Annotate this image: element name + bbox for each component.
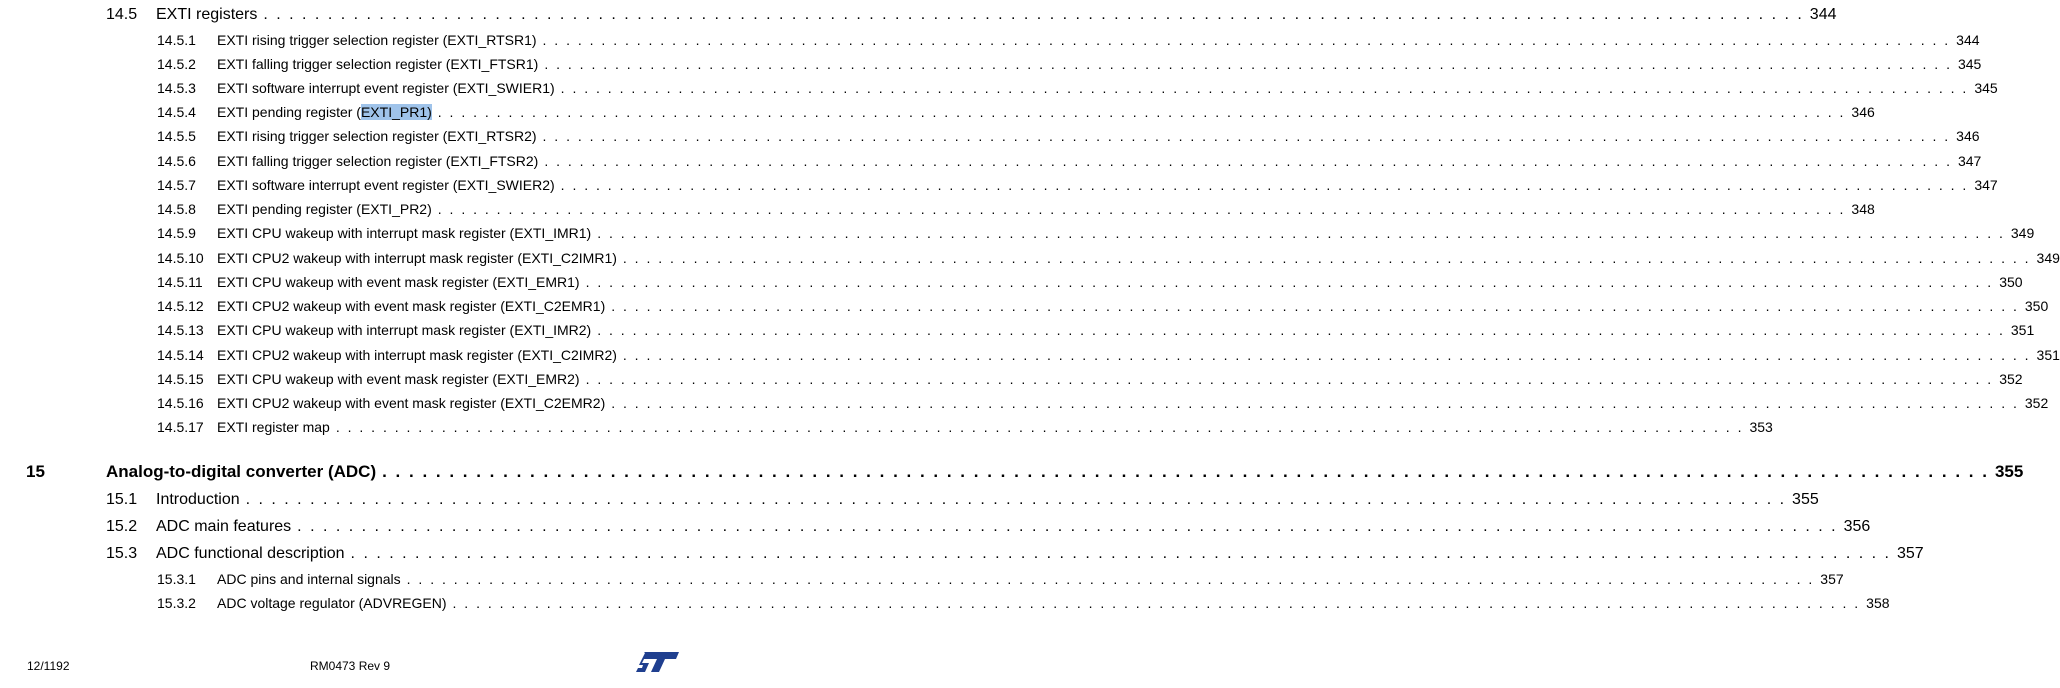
toc-entry-title: ADC pins and internal signals — [217, 571, 401, 587]
toc-entry-title: Introduction — [156, 491, 240, 508]
toc-entry-number: 15.3 — [106, 545, 138, 562]
toc-entry-page: 357 — [1820, 571, 1844, 587]
toc-entry-number: 15.3.1 — [157, 571, 196, 587]
dot-leader: . . . . . . . . . . . . . . . . . . . . . . . . . . . . . . . . . . . . . . . . . . . . . . . . . . . . . . . . . . . . . . . . . . . . . . . . . . . . . . . . . . . . . . . . . . . . . . . . . . . . . . . . . . . . . . . . . . . . . . . . — [452, 595, 1861, 611]
toc-entry[interactable] — [0, 518, 1871, 545]
toc-entry-title: ADC main features — [156, 518, 292, 535]
toc-entry-number: 14.5.15 — [157, 371, 204, 387]
dot-leader: . . . . . . . . . . . . . . . . . . . . . . . . . . . . . . . . . . . . . . . . . . . . . . . . . . . . . . . . . . . . . . . . . . . . . . . . . . . . . . . . . . . . . . . . . . . . . . . . . . . . . . . . . . . . . . . . . . . . . . . . — [544, 153, 1952, 169]
toc-entry-title: EXTI CPU wakeup with event mask register (EXTI_EMR2) — [217, 371, 580, 387]
toc-entry-page: 357 — [1896, 545, 1924, 562]
toc-entry-page: 351 — [2036, 347, 2060, 363]
toc-entry[interactable] — [0, 80, 1998, 104]
dot-leader: . . . . . . . . . . . . . . . . . . . . . . . . . . . . . . . . . . . . . . . . . . . . . . . . . . . . . . . . . . . . . . . . . . . . . . . . . . . . . . . . . . . . . . . . . . . . . . . . . . . . . . . . . . . . . . . . . . . . . . . . — [406, 571, 1815, 587]
toc-entry-page: 350 — [2024, 298, 2049, 314]
dot-leader: . . . . . . . . . . . . . . . . . . . . . . . . . . . . . . . . . . . . . . . . . . . . . . . . . . . . . . . . . . . . . . . . . . . . . . . . . . . . . . . . . . . . . . . . . . . . . . . . . . . . . . . . . . . . . . . . . . . . . . . . — [437, 201, 1846, 217]
toc-entry-number: 14.5.13 — [157, 322, 204, 338]
toc-entry-page: 352 — [2024, 395, 2049, 411]
toc-entry-page: 355 — [1994, 462, 2024, 481]
dot-leader: . . . . . . . . . . . . . . . . . . . . . . . . . . . . . . . . . . . . . . . . . . . . . . . . . . . . . . . . . . . . . . . . . . . . . . . . . . . . . . . . . . . . . . . . . . . . . . . . . . . . . . . . . . . . . . . . . . . . . . . . — [611, 395, 2019, 411]
dot-leader: . . . . . . . . . . . . . . . . . . . . . . . . . . . . . . . . . . . . . . . . . . . . . . . . . . . . . . . . . . . . . . . . . . . . . . . . . . . . . . . . . . . . . . . . . . . . . . . . . . . . . . . . . . . . . . . . . . . . . . . . — [544, 56, 1952, 72]
st-logo-icon — [636, 651, 680, 673]
toc-entry-number: 15.2 — [106, 518, 138, 535]
toc-entry-number: 14.5.8 — [157, 201, 196, 217]
toc-entry[interactable] — [0, 128, 1980, 152]
toc-entry[interactable] — [0, 6, 1837, 33]
toc-entry-page: 355 — [1792, 491, 1819, 508]
toc-entry[interactable] — [0, 201, 1875, 225]
toc-entry[interactable] — [0, 347, 2060, 371]
dot-leader: . . . . . . . . . . . . . . . . . . . . . . . . . . . . . . . . . . . . . . . . . . . . . . . . . . . . . . . . . . . . . . . . . . . . . . . . . . . . . . . . . . . . . . . . . . . . . . . . . . . . . . . . . . . . . . . . . . . . . . . . — [585, 371, 1994, 387]
toc-entry-title: EXTI software interrupt event register (EXTI_SWIER2) — [217, 177, 555, 193]
dot-leader: . . . . . . . . . . . . . . . . . . . . . . . . . . . . . . . . . . . . . . . . . . . . . . . . . . . . . . . . . . . . . . . . . . . . . . . . . . . . . . . . . . . . . . . . . . . . . . . . . . . . . . . . . . . . . . . . . . . . . . . . — [622, 250, 2031, 266]
toc-entry[interactable] — [0, 395, 2049, 419]
toc-entry[interactable] — [0, 298, 2049, 322]
toc-entry[interactable] — [0, 104, 1875, 128]
toc-entry-page: 353 — [1749, 419, 1773, 435]
toc-entry-title: EXTI rising trigger selection register (EXTI_RTSR1) — [217, 32, 537, 48]
toc-entry-page: 349 — [2010, 225, 2035, 241]
dot-leader: . . . . . . . . . . . . . . . . . . . . . . . . . . . . . . . . . . . . . . . . . . . . . . . . . . . . . . . . . . . . . . . . . . . . . . . . . . . . . . . . . . . . . . . . . . . . . . . . . . . . . . . . . . . . . . . . . . . . . . . . — [382, 462, 1989, 481]
dot-leader: . . . . . . . . . . . . . . . . . . . . . . . . . . . . . . . . . . . . . . . . . . . . . . . . . . . . . . . . . . . . . . . . . . . . . . . . . . . . . . . . . . . . . . . . . . . . . . . . . . . . . . . . . . . . . . . . . . . . . . . . — [622, 347, 2031, 363]
toc-entry[interactable] — [0, 462, 2024, 489]
toc-entry-page: 346 — [1956, 128, 1980, 144]
toc-entry-title-text: EXTI pending register ( — [217, 104, 361, 120]
toc-entry-number: 14.5.3 — [157, 80, 196, 96]
dot-leader: . . . . . . . . . . . . . . . . . . . . . . . . . . . . . . . . . . . . . . . . . . . . . . . . . . . . . . . . . . . . . . . . . . . . . . . . . . . . . . . . . . . . . . . . . . . . . . . . . . . . . . . . . . . . . . . . . . . . . . . . — [263, 6, 1804, 23]
toc-entry-number: 14.5.16 — [157, 395, 204, 411]
toc-entry-title: EXTI CPU2 wakeup with event mask register (EXTI_C2EMR1) — [217, 298, 606, 314]
toc-entry-number: 14.5 — [106, 6, 138, 23]
toc-entry-title — [217, 104, 432, 120]
dot-leader: . . . . . . . . . . . . . . . . . . . . . . . . . . . . . . . . . . . . . . . . . . . . . . . . . . . . . . . . . . . . . . . . . . . . . . . . . . . . . . . . . . . . . . . . . . . . . . . . . . . . . . . . . . . . . . . . . . . . . . . . — [597, 225, 2005, 241]
toc-entry-page: 351 — [2010, 322, 2035, 338]
toc-entry-number: 14.5.17 — [157, 419, 204, 435]
toc-entry-title: EXTI CPU wakeup with interrupt mask register (EXTI_IMR1) — [217, 225, 592, 241]
toc-entry-page: 350 — [1999, 274, 2023, 290]
toc-entry-page: 348 — [1851, 201, 1875, 217]
toc-entry-number: 14.5.14 — [157, 347, 204, 363]
dot-leader: . . . . . . . . . . . . . . . . . . . . . . . . . . . . . . . . . . . . . . . . . . . . . . . . . . . . . . . . . . . . . . . . . . . . . . . . . . . . . . . . . . . . . . . . . . . . . . . . . . . . . . . . . . . . . . . . . . . . . . . . — [542, 32, 1951, 48]
toc-entry-title: ADC voltage regulator (ADVREGEN) — [217, 595, 447, 611]
toc-entry-title: EXTI CPU2 wakeup with interrupt mask register (EXTI_C2IMR1) — [217, 250, 617, 266]
toc-entry-number: 14.5.1 — [157, 32, 196, 48]
toc-entry[interactable] — [0, 545, 1924, 572]
toc-entry-number: 14.5.4 — [157, 104, 196, 120]
toc-entry-number: 14.5.7 — [157, 177, 196, 193]
toc-entry-page: 356 — [1843, 518, 1871, 535]
toc-entry[interactable] — [0, 322, 2035, 346]
toc-entry[interactable] — [0, 250, 2060, 274]
toc-entry-title: ADC functional description — [156, 545, 345, 562]
toc-entry[interactable] — [0, 225, 2035, 249]
dot-leader: . . . . . . . . . . . . . . . . . . . . . . . . . . . . . . . . . . . . . . . . . . . . . . . . . . . . . . . . . . . . . . . . . . . . . . . . . . . . . . . . . . . . . . . . . . . . . . . . . . . . . . . . . . . . . . . . . . . . . . . . — [245, 491, 1787, 508]
toc-entry-number: 15.3.2 — [157, 595, 196, 611]
toc-entry-page: 344 — [1956, 32, 1980, 48]
toc-entry-page: 347 — [1957, 153, 1982, 169]
toc-entry-title: EXTI CPU2 wakeup with event mask register (EXTI_C2EMR2) — [217, 395, 606, 411]
toc-entry-title: EXTI pending register (EXTI_PR2) — [217, 201, 432, 217]
toc-entry-title: EXTI CPU wakeup with event mask register (EXTI_EMR1) — [217, 274, 580, 290]
toc-entry-title: EXTI software interrupt event register (EXTI_SWIER1) — [217, 80, 555, 96]
toc-entry-number: 14.5.12 — [157, 298, 204, 314]
toc-entry[interactable] — [0, 56, 1982, 80]
toc-entry[interactable] — [0, 571, 1844, 595]
toc-entry-page: 345 — [1957, 56, 1982, 72]
toc-entry-title: EXTI CPU2 wakeup with interrupt mask register (EXTI_C2IMR2) — [217, 347, 617, 363]
toc-entry-number: 14.5.5 — [157, 128, 196, 144]
toc-entry-page: 352 — [1999, 371, 2023, 387]
toc-entry-title: EXTI CPU wakeup with interrupt mask register (EXTI_IMR2) — [217, 322, 592, 338]
toc-entry[interactable] — [0, 274, 2023, 298]
toc-entry-title: EXTI falling trigger selection register (EXTI_FTSR2) — [217, 153, 539, 169]
toc-entry-number: 14.5.2 — [157, 56, 196, 72]
selected-text-highlight[interactable]: EXTI_PR1) — [360, 104, 432, 120]
footer-doc-reference: RM0473 Rev 9 — [310, 659, 391, 673]
toc-entry[interactable] — [0, 153, 1982, 177]
toc-entry-number: 14.5.9 — [157, 225, 196, 241]
dot-leader: . . . . . . . . . . . . . . . . . . . . . . . . . . . . . . . . . . . . . . . . . . . . . . . . . . . . . . . . . . . . . . . . . . . . . . . . . . . . . . . . . . . . . . . . . . . . . . . . . . . . . . . . . . . . . . . . . . . . . . . . — [297, 518, 1838, 535]
toc-entry-title: EXTI registers — [156, 6, 258, 23]
toc-entry-page: 358 — [1866, 595, 1890, 611]
toc-entry-title: EXTI falling trigger selection register (EXTI_FTSR1) — [217, 56, 539, 72]
toc-entry-page: 345 — [1974, 80, 1998, 96]
toc-entry-page: 349 — [2036, 250, 2060, 266]
toc-entry-page: 344 — [1809, 6, 1837, 23]
footer-page-count: 12/1192 — [27, 659, 70, 673]
toc-entry-title: EXTI register map — [217, 419, 330, 435]
toc-entry-title: Analog-to-digital converter (ADC) — [106, 462, 377, 481]
dot-leader: . . . . . . . . . . . . . . . . . . . . . . . . . . . . . . . . . . . . . . . . . . . . . . . . . . . . . . . . . . . . . . . . . . . . . . . . . . . . . . . . . . . . . . . . . . . . . . . . . . . . . . . . . . . . . . . . . . . . . . . . — [335, 419, 1744, 435]
toc-entry-page: 346 — [1851, 104, 1875, 120]
dot-leader: . . . . . . . . . . . . . . . . . . . . . . . . . . . . . . . . . . . . . . . . . . . . . . . . . . . . . . . . . . . . . . . . . . . . . . . . . . . . . . . . . . . . . . . . . . . . . . . . . . . . . . . . . . . . . . . . . . . . . . . . — [350, 545, 1891, 562]
toc-entry-number: 14.5.10 — [157, 250, 204, 266]
dot-leader: . . . . . . . . . . . . . . . . . . . . . . . . . . . . . . . . . . . . . . . . . . . . . . . . . . . . . . . . . . . . . . . . . . . . . . . . . . . . . . . . . . . . . . . . . . . . . . . . . . . . . . . . . . . . . . . . . . . . . . . . — [437, 104, 1846, 120]
toc-entry[interactable] — [0, 419, 1773, 443]
toc-entry[interactable] — [0, 491, 1819, 518]
toc-entry-page: 347 — [1974, 177, 1998, 193]
toc-entry-number: 14.5.6 — [157, 153, 196, 169]
dot-leader: . . . . . . . . . . . . . . . . . . . . . . . . . . . . . . . . . . . . . . . . . . . . . . . . . . . . . . . . . . . . . . . . . . . . . . . . . . . . . . . . . . . . . . . . . . . . . . . . . . . . . . . . . . . . . . . . . . . . . . . . — [560, 80, 1969, 96]
dot-leader: . . . . . . . . . . . . . . . . . . . . . . . . . . . . . . . . . . . . . . . . . . . . . . . . . . . . . . . . . . . . . . . . . . . . . . . . . . . . . . . . . . . . . . . . . . . . . . . . . . . . . . . . . . . . . . . . . . . . . . . . — [611, 298, 2019, 314]
toc-entry[interactable] — [0, 32, 1980, 56]
dot-leader: . . . . . . . . . . . . . . . . . . . . . . . . . . . . . . . . . . . . . . . . . . . . . . . . . . . . . . . . . . . . . . . . . . . . . . . . . . . . . . . . . . . . . . . . . . . . . . . . . . . . . . . . . . . . . . . . . . . . . . . . — [585, 274, 1994, 290]
toc-entry-number: 15 — [26, 462, 45, 481]
toc-entry-title: EXTI rising trigger selection register (EXTI_RTSR2) — [217, 128, 537, 144]
toc-entry[interactable] — [0, 177, 1998, 201]
toc-entry-number: 15.1 — [106, 491, 138, 508]
toc-entry-number: 14.5.11 — [157, 274, 203, 290]
dot-leader: . . . . . . . . . . . . . . . . . . . . . . . . . . . . . . . . . . . . . . . . . . . . . . . . . . . . . . . . . . . . . . . . . . . . . . . . . . . . . . . . . . . . . . . . . . . . . . . . . . . . . . . . . . . . . . . . . . . . . . . . — [560, 177, 1969, 193]
dot-leader: . . . . . . . . . . . . . . . . . . . . . . . . . . . . . . . . . . . . . . . . . . . . . . . . . . . . . . . . . . . . . . . . . . . . . . . . . . . . . . . . . . . . . . . . . . . . . . . . . . . . . . . . . . . . . . . . . . . . . . . . — [597, 322, 2005, 338]
toc-entry[interactable] — [0, 595, 1890, 619]
dot-leader: . . . . . . . . . . . . . . . . . . . . . . . . . . . . . . . . . . . . . . . . . . . . . . . . . . . . . . . . . . . . . . . . . . . . . . . . . . . . . . . . . . . . . . . . . . . . . . . . . . . . . . . . . . . . . . . . . . . . . . . . — [542, 128, 1951, 144]
toc-entry[interactable] — [0, 371, 2023, 395]
